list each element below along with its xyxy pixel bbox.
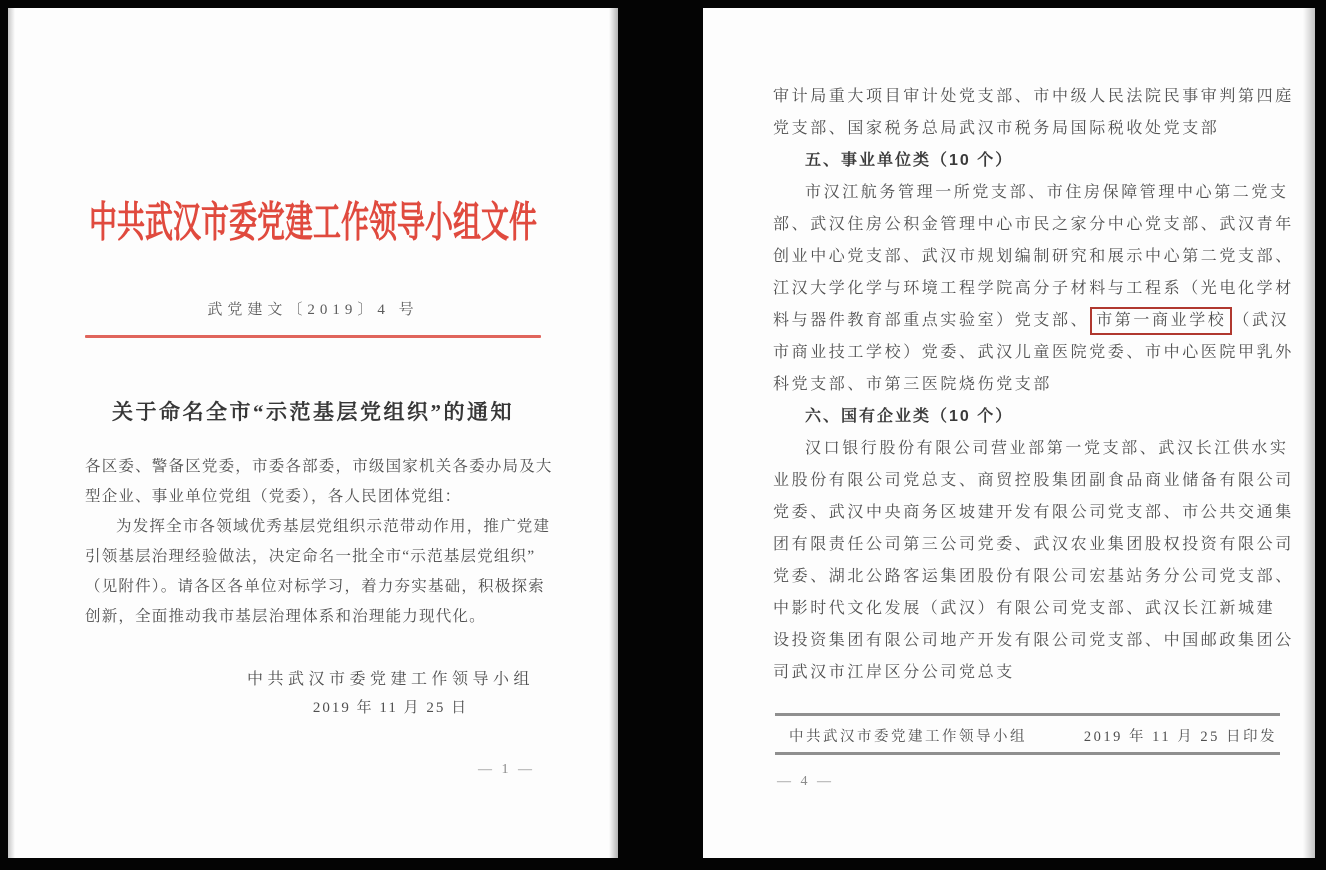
notice-title: 关于命名全市“示范基层党组织”的通知 [112, 400, 514, 424]
red-letterhead-title: 中共武汉市委党建工作领导小组文件 [88, 199, 537, 246]
body-line: 为发挥全市各领域优秀基层党组织示范带动作用，推广党建 [116, 518, 551, 535]
body-line: （见附件）。请各区各单位对标学习，着力夯实基础，积极探索 [85, 578, 545, 595]
appendix-list [773, 81, 1297, 689]
section-heading-state-owned-enterprises: 六、国有企业类（10 个） [805, 408, 1014, 425]
document-number: 武党建文〔2019〕4 号 [207, 302, 419, 318]
footer-print-date: 2019 年 11 月 25 日印发 [1083, 729, 1277, 745]
red-divider-rule [85, 335, 541, 338]
list-line: 汉口银行股份有限公司营业部第一党支部、武汉长江供水实 [805, 440, 1289, 457]
footer-top-rule [775, 713, 1280, 716]
list-line: 业股份有限公司党总支、商贸控股集团副食品商业储备有限公司 [773, 472, 1294, 489]
body-line: 各区委、警备区党委，市委各部委，市级国家机关各委办局及大 [85, 458, 553, 475]
red-highlight-box: 市第一商业学校 [1090, 307, 1232, 335]
page-number-1: — 1 — [478, 762, 535, 777]
list-line: 市汉江航务管理一所党支部、市住房保障管理中心第二党支 [805, 184, 1289, 201]
list-line: 科党支部、市第三医院烧伤党支部 [773, 376, 1053, 393]
issuing-organization-signature: 中共武汉市委党建工作领导小组 [246, 671, 534, 688]
list-line-with-highlight [773, 305, 1297, 337]
footer-bottom-rule [775, 752, 1280, 755]
list-line: 党委、湖北公路客运集团股份有限公司宏基站务分公司党支部、 [773, 568, 1294, 585]
list-line: 审计局重大项目审计处党支部、市中级人民法院民事审判第四庭 [773, 88, 1294, 105]
document-page-1 [8, 8, 618, 858]
list-line: 部、武汉住房公积金管理中心市民之家分中心党支部、武汉青年 [773, 216, 1294, 233]
list-line: 司武汉市江岸区分公司党总支 [773, 664, 1015, 681]
signature-date: 2019 年 11 月 25 日 [312, 700, 469, 716]
list-line: 团有限责任公司第三公司党委、武汉农业集团股权投资有限公司 [773, 536, 1294, 553]
list-line: 设投资集团有限公司地产开发有限公司党支部、中国邮政集团公 [773, 632, 1294, 649]
body-line: 型企业、事业单位党组（党委），各人民团体党组： [85, 488, 462, 505]
list-line: 创业中心党支部、武汉市规划编制研究和展示中心第二党支部、 [773, 248, 1294, 265]
notice-body [85, 452, 553, 632]
list-line: 市商业技工学校）党委、武汉儿童医院党委、市中心医院甲乳外 [773, 344, 1294, 361]
list-line: 江汉大学化学与环境工程学院高分子材料与工程系（光电化学材 [773, 280, 1294, 297]
section-heading-public-institutions: 五、事业单位类（10 个） [805, 152, 1014, 169]
list-line: 党支部、国家税务总局武汉市税务局国际税收处党支部 [773, 120, 1220, 137]
page-number-4: — 4 — [777, 774, 834, 789]
list-line: 中影时代文化发展（武汉）有限公司党支部、武汉长江新城建 [773, 600, 1276, 617]
body-line: 创新，全面推动我市基层治理体系和治理能力现代化。 [85, 608, 486, 625]
document-page-4 [703, 8, 1315, 858]
highlight-post-text: （武汉 [1233, 312, 1290, 329]
imprint-footer [789, 726, 1277, 748]
footer-issuer: 中共武汉市委党建工作领导小组 [789, 729, 1027, 745]
list-line: 党委、武汉中央商务区坡建开发有限公司党支部、市公共交通集 [773, 504, 1294, 521]
body-line: 引领基层治理经验做法，决定命名一批全市“示范基层党组织” [85, 548, 536, 565]
highlight-pre-text: 料与器件教育部重点实验室）党支部、 [773, 312, 1090, 329]
